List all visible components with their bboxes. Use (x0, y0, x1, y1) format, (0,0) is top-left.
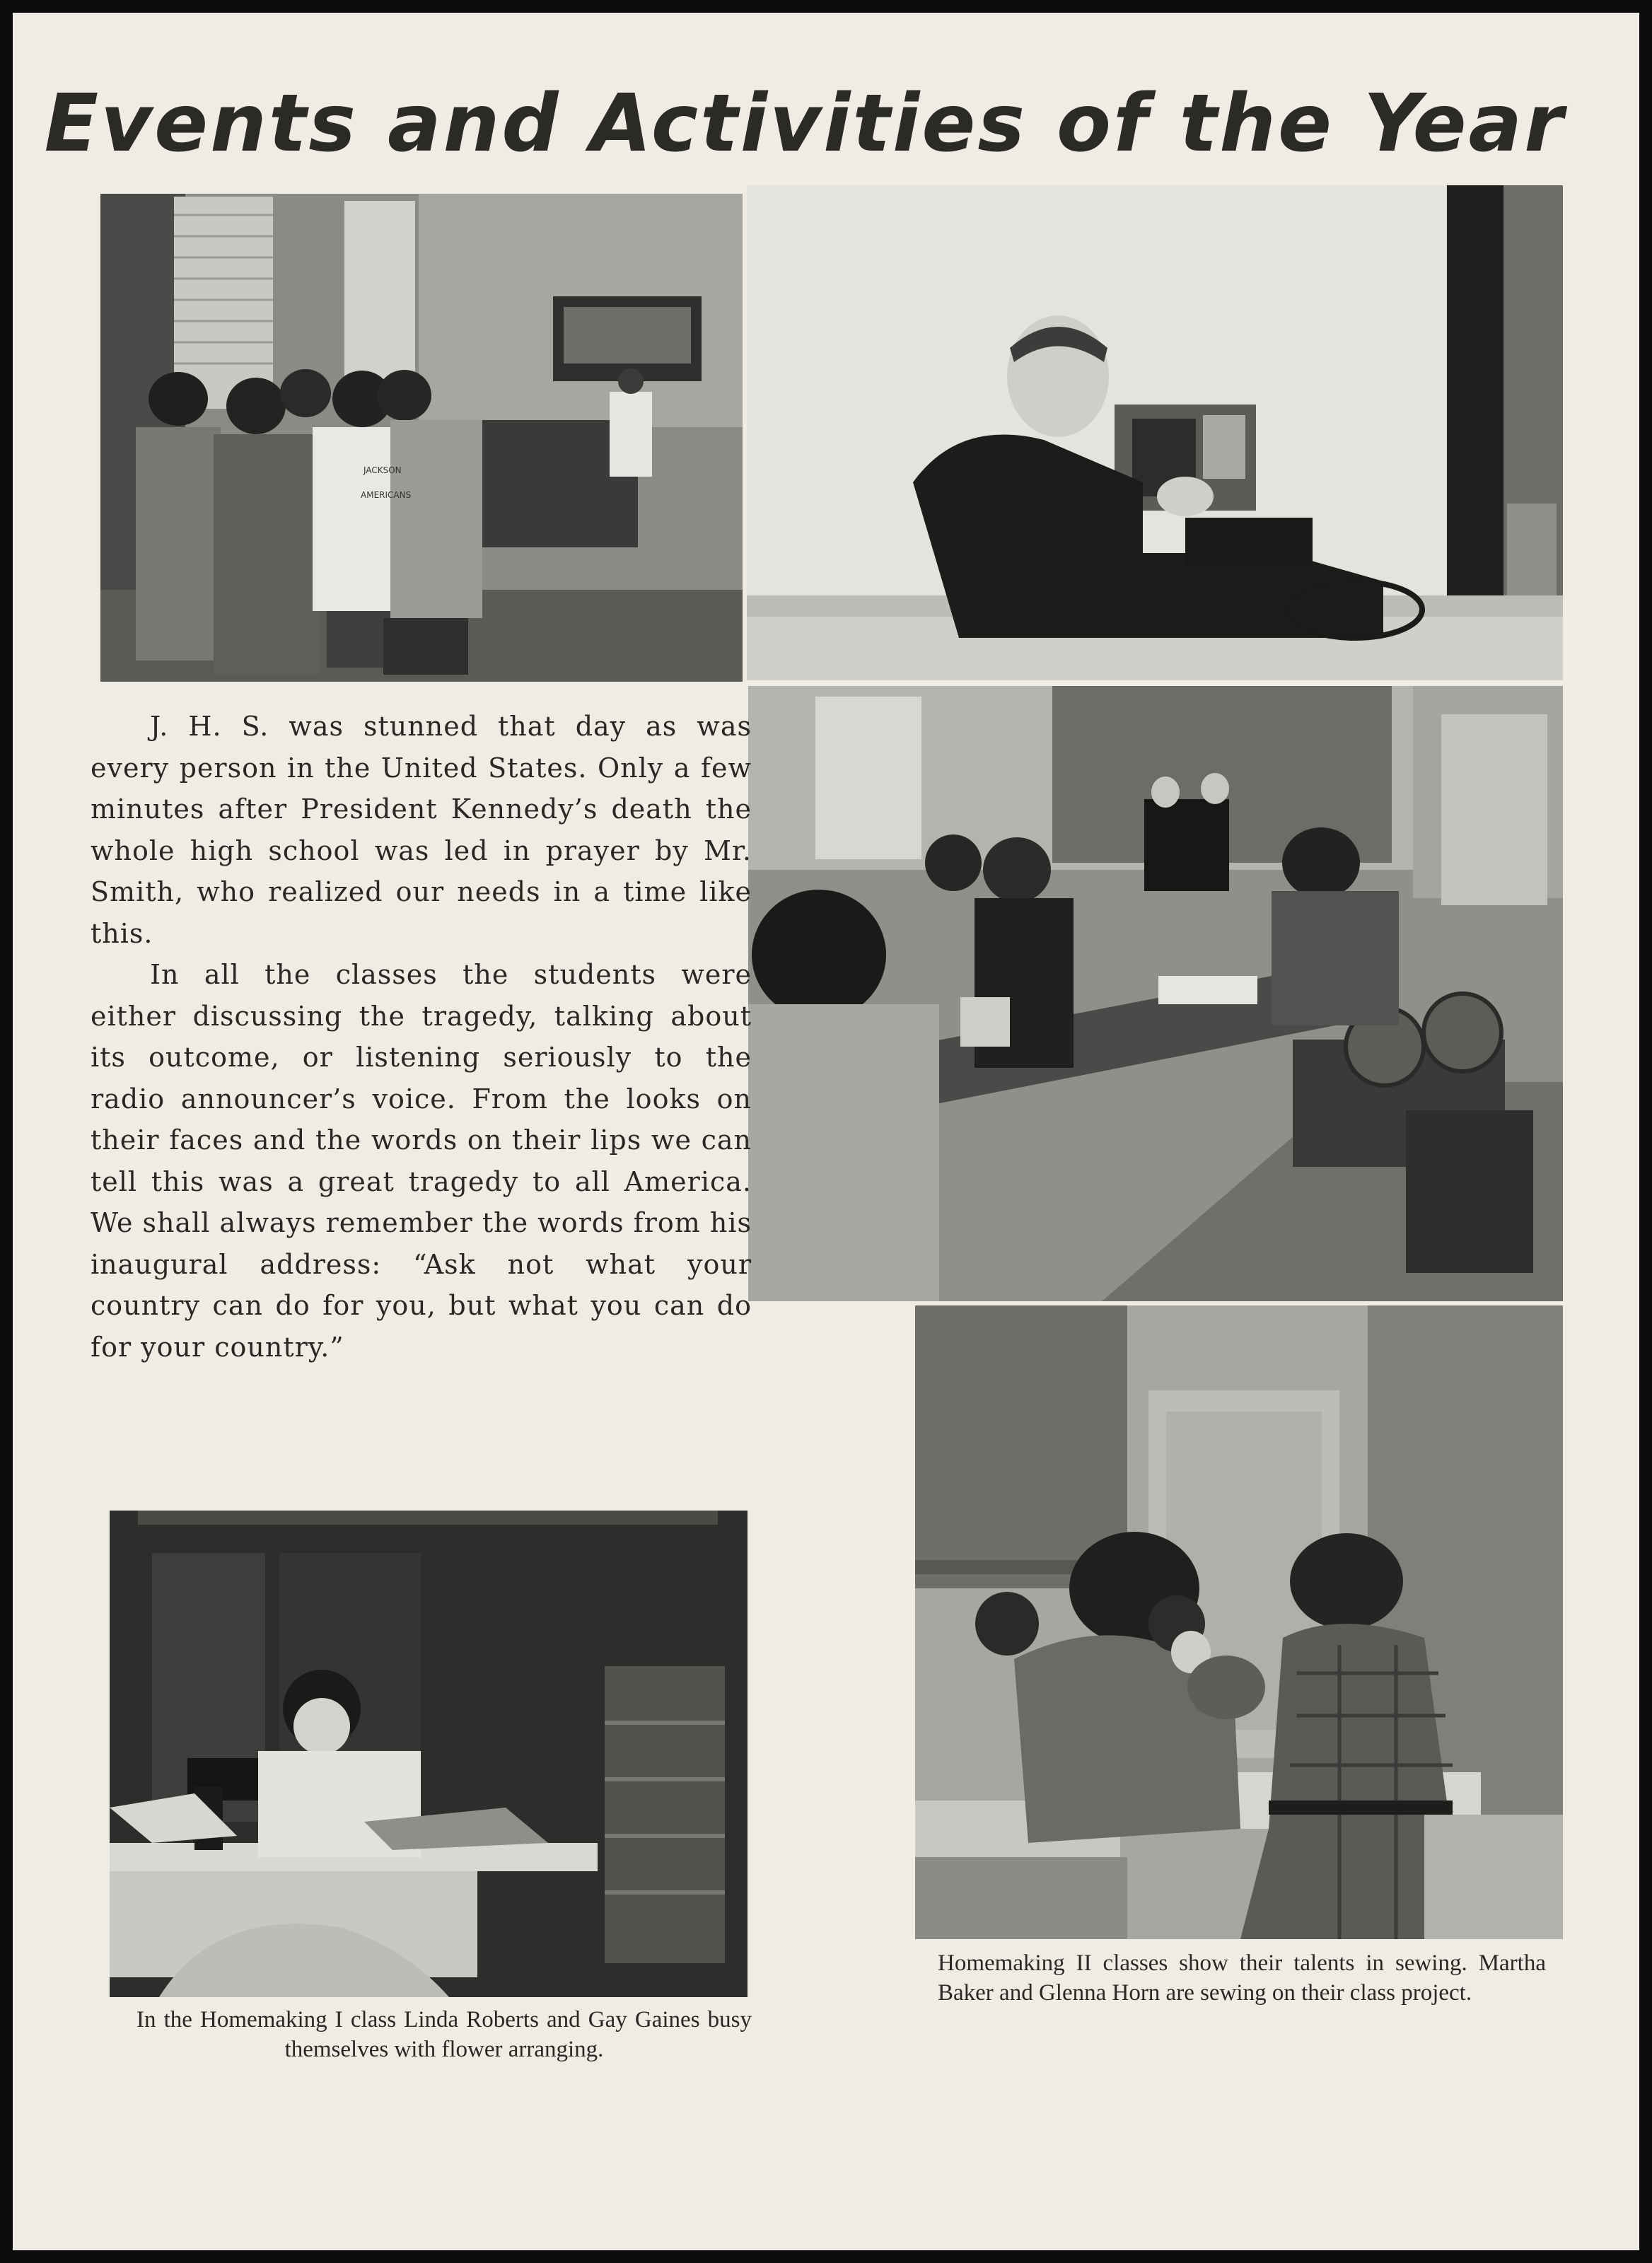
article-paragraph: J. H. S. was stunned that day as was every person in the United States. Only a few minutes after President Kennedy’s death the whole high school was led in prayer by Mr. Smith, who realized our needs in a time like this. (91, 711, 752, 949)
article-paragraph: In all the classes the students were either discussing the tragedy, talking about its outcome, or listening seriously to the radio announcer’s voice. From the looks on their faces and the words on their lips we can tell this was a great tragedy to all America. We shall always remember the words from his inaugural address: “Ask not what your country can do for you, but what you can do for your country.” (91, 959, 752, 1363)
caption-homemaking-2: Homemaking II classes show their talents in sewing. Martha Baker and Glenna Horn are sewing on their class project. (938, 1950, 1546, 2006)
photo-class-listening (748, 686, 1563, 1301)
article-text (91, 706, 752, 1368)
photo-homemaking-2 (915, 1305, 1563, 1939)
yearbook-page (13, 13, 1639, 2250)
jacket-text-2: AMERICANS (361, 490, 412, 500)
photo-man-radio (747, 185, 1563, 680)
caption-homemaking-1: In the Homemaking I class Linda Roberts and Gay Gaines busy themselves with flower arranging. (136, 2007, 752, 2062)
jacket-text-1: JACKSON (363, 465, 402, 475)
photo-homemaking-1 (110, 1511, 748, 1997)
page-title: Events and Activities of the Year (44, 78, 1566, 170)
photo-students-gathered (100, 194, 743, 682)
